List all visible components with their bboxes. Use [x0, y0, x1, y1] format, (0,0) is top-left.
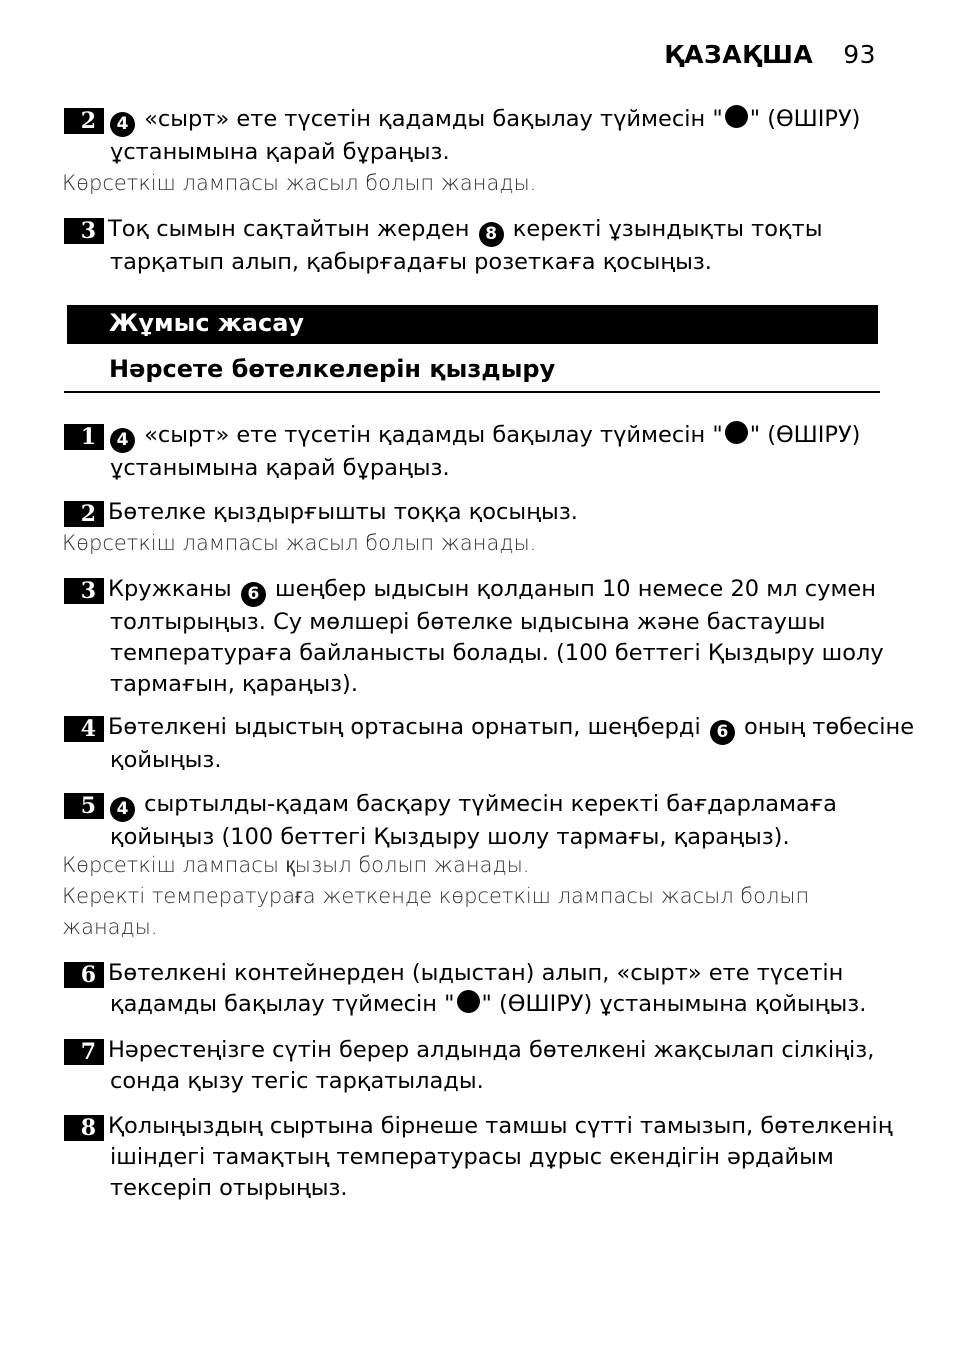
step-number: 8	[64, 1115, 104, 1141]
step-1: 1 4 «сырт» ете түсетін қадамды бақылау түймесін " " (ӨШІРУ) ұстанымына қарай бұраңыз.	[64, 420, 894, 484]
step-number: 2	[64, 108, 104, 134]
control-knob-icon: 4	[110, 428, 135, 453]
page-number: 93	[843, 40, 876, 69]
step-8: 8 Қолыңыздың сыртына бірнеше тамшы сүтті тамызып, бөтелкенің ішіндегі тамақтың температурасы дұрыс екендігін әрдайым тексеріп отырыңыз.	[64, 1111, 894, 1204]
language-label: ҚАЗАҚША	[664, 40, 814, 69]
page-header	[664, 40, 876, 69]
subsection-rule	[64, 391, 880, 393]
indicator-note: Көрсеткіш лампасы қызыл болып жанады.	[62, 853, 530, 877]
step-number: 5	[64, 793, 104, 819]
indicator-note: Көрсеткіш лампасы жасыл болып жанады.	[62, 171, 537, 195]
step-number: 4	[64, 716, 104, 742]
ring-icon: 6	[241, 582, 266, 607]
indicator-note: жанады.	[62, 915, 158, 939]
step-number: 3	[64, 218, 104, 244]
ring-icon: 6	[710, 720, 735, 745]
step-6: 6 Бөтелкені контейнерден (ыдыстан) алып, «сырт» ете түсетін қадамды бақылау түймесін " " (ӨШІРУ) ұстанымына қойыңыз.	[64, 958, 894, 1020]
off-dot-icon	[725, 105, 748, 128]
control-knob-icon: 4	[110, 112, 135, 137]
step-3: 3 Кружканы 6 шеңбер ыдысын қолданып 10 немесе 20 мл сумен толтырыңыз. Су мөлшері бөтелке ыдысына және бастаушы температураға байланысты болады. (100 беттегі Қыздыру шолу тармағын, қараңыз).	[64, 574, 894, 700]
step-2: 2 Бөтелке қыздырғышты тоққа қосыңыз.	[64, 497, 894, 528]
step-top-3: 3 Тоқ сымын сақтайтын жерден 8 керекті ұзындықты тоқты тарқатып алып, қабырғадағы розеткаға қосыңыз.	[64, 214, 894, 278]
step-4: 4 Бөтелкені ыдыстың ортасына орнатып, шеңберді 6 оның төбесіне қойыңыз.	[64, 712, 894, 776]
step-number: 6	[64, 962, 104, 988]
step-number: 7	[64, 1039, 104, 1065]
step-top-2: 2 4 «сырт» ете түсетін қадамды бақылау түймесін " " (ӨШІРУ) ұстанымына қарай бұраңыз.	[64, 104, 894, 168]
step-number: 2	[64, 501, 104, 527]
off-dot-icon	[725, 421, 748, 444]
off-dot-icon	[457, 990, 480, 1013]
section-heading: Жұмыс жасау	[67, 305, 878, 344]
step-number: 3	[64, 578, 104, 604]
subsection-heading: Нәрсете бөтелкелерін қыздыру	[109, 355, 556, 383]
step-number: 1	[64, 424, 104, 450]
indicator-note: Керекті температураға жеткенде көрсеткіш лампасы жасыл болып	[62, 884, 810, 908]
step-7: 7 Нәрестеңізге сүтін берер алдында бөтелкені жақсылап сілкіңіз, сонда қызу тегіс тарқатылады.	[64, 1035, 894, 1097]
cord-storage-icon: 8	[479, 222, 504, 247]
step-5: 5 4 сыртылды-қадам басқару түймесін керекті бағдарламаға қойыңыз (100 беттегі Қыздыру шолу тармағы, қараңыз).	[64, 789, 894, 853]
indicator-note: Көрсеткіш лампасы жасыл болып жанады.	[62, 531, 537, 555]
control-knob-icon: 4	[110, 797, 135, 822]
